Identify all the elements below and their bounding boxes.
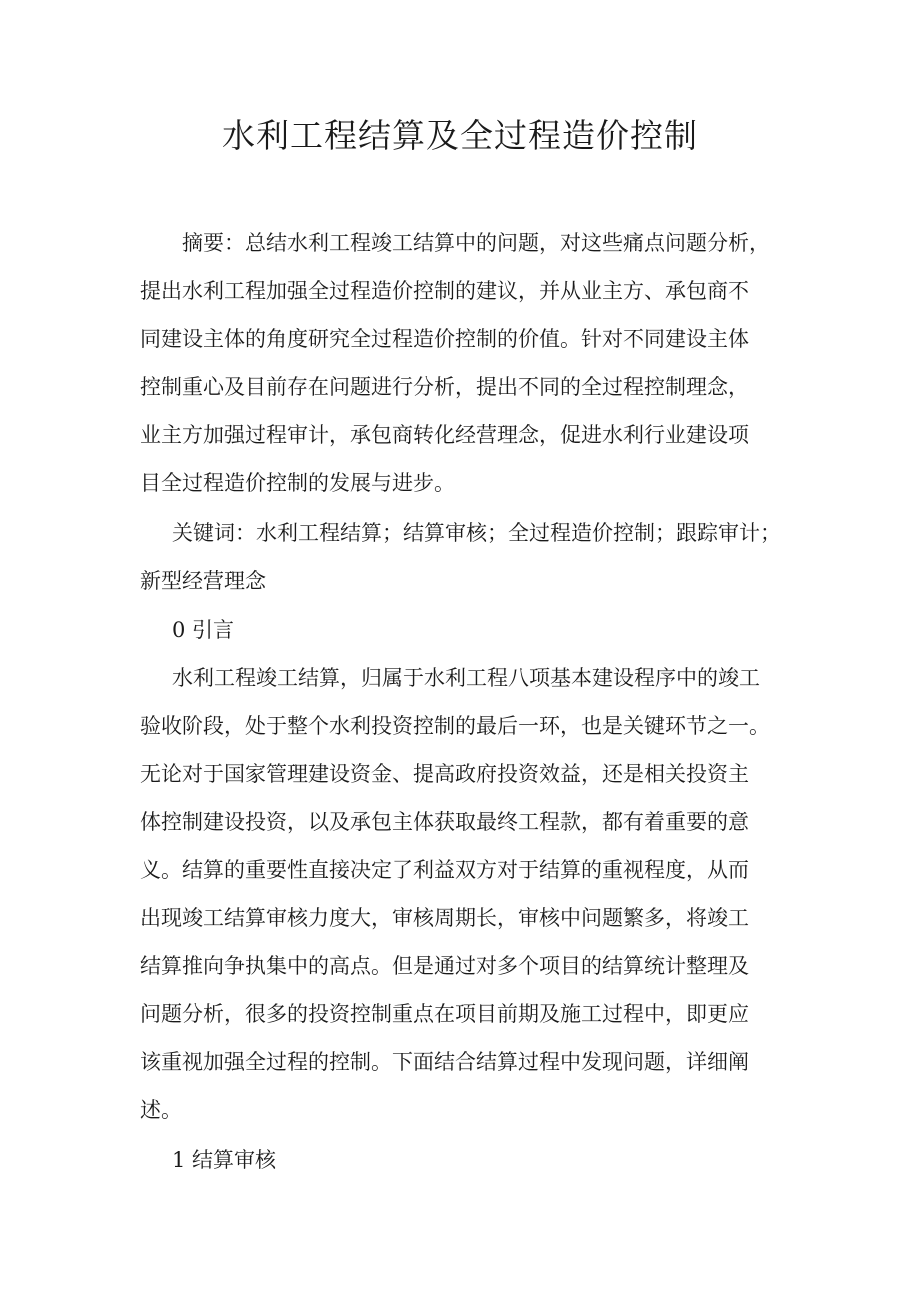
body-line: 无论对于国家管理建设资金、提高政府投资效益，还是相关投资主: [140, 762, 749, 786]
abstract-line: 业主方加强过程审计，承包商转化经营理念，促进水利行业建设项: [140, 423, 749, 447]
abstract-line: 提出水利工程加强全过程造价控制的建议，并从业主方、承包商不: [140, 279, 749, 303]
body-line: 水利工程竣工结算，归属于水利工程八项基本建设程序中的竣工: [172, 666, 760, 690]
body-line: 问题分析，很多的投资控制重点在项目前期及施工过程中，即更应: [140, 1002, 749, 1026]
body-line: 出现竣工结算审核力度大，审核周期长，审核中问题繁多，将竣工: [140, 906, 749, 930]
document-title: 水利工程结算及全过程造价控制: [222, 116, 698, 155]
section-heading-introduction: 0 引言: [172, 618, 235, 642]
keywords-line: 关键词：水利工程结算；结算审核；全过程造价控制；跟踪审计；: [172, 521, 781, 545]
body-line: 述。: [140, 1098, 182, 1122]
body-line: 该重视加强全过程的控制。下面结合结算过程中发现问题，详细阐: [140, 1050, 749, 1074]
keywords-line: 新型经营理念: [140, 569, 266, 593]
abstract-line: 目全过程造价控制的发展与进步。: [140, 471, 455, 495]
abstract-line: 摘要：总结水利工程竣工结算中的问题，对这些痛点问题分析，: [182, 231, 770, 255]
abstract-line: 控制重心及目前存在问题进行分析，提出不同的全过程控制理念，: [140, 375, 749, 399]
body-line: 义。结算的重要性直接决定了利益双方对于结算的重视程度，从而: [140, 858, 749, 882]
section-heading-settlement-audit: 1 结算审核: [172, 1148, 277, 1172]
abstract-line: 同建设主体的角度研究全过程造价控制的价值。针对不同建设主体: [140, 327, 749, 351]
body-line: 体控制建设投资，以及承包主体获取最终工程款，都有着重要的意: [140, 810, 749, 834]
body-line: 结算推向争执集中的高点。但是通过对多个项目的结算统计整理及: [140, 954, 749, 978]
body-line: 验收阶段，处于整个水利投资控制的最后一环，也是关键环节之一。: [140, 714, 770, 738]
